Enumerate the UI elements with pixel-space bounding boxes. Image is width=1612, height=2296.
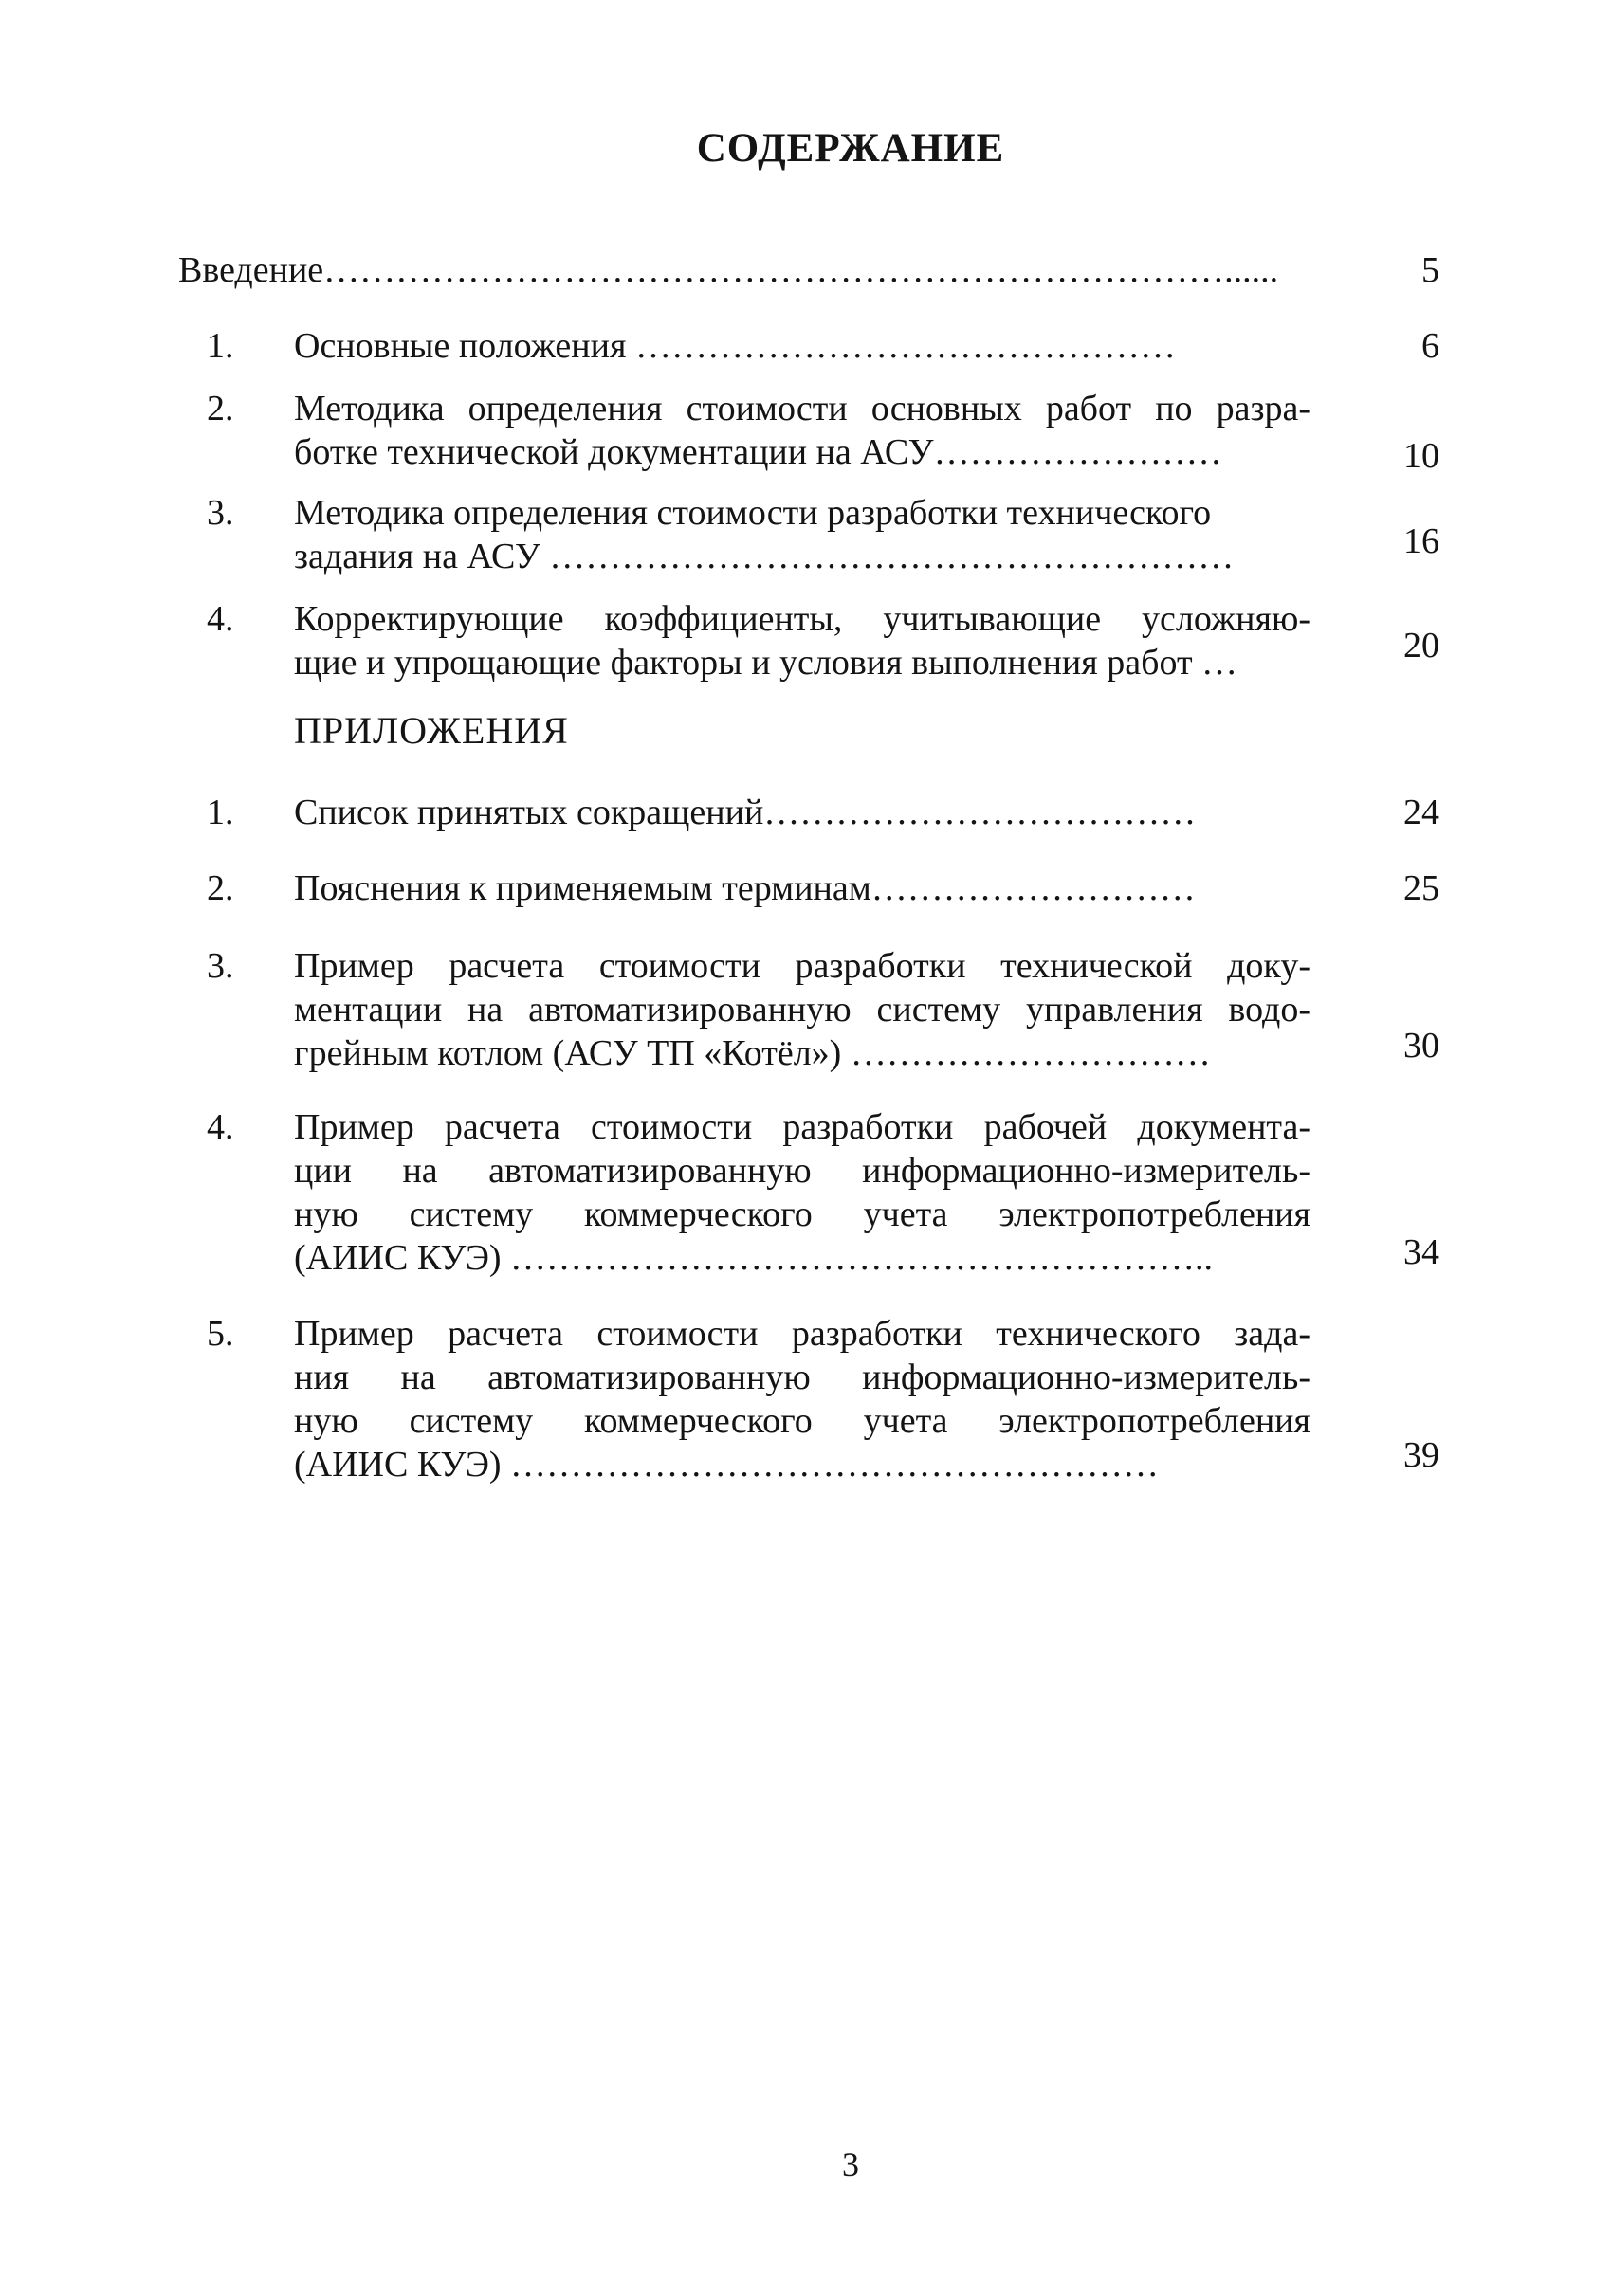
toc-appendix-page: 24 bbox=[1403, 793, 1439, 832]
toc-appendix-line: (АИИС КУЭ) ……………………………………………… bbox=[294, 1445, 1160, 1485]
toc-section-page: 16 bbox=[1403, 521, 1439, 561]
toc-section-number: 3. bbox=[207, 493, 234, 533]
toc-intro bbox=[178, 248, 1278, 292]
page-title: СОДЕРЖАНИЕ bbox=[696, 126, 1005, 171]
toc-section-line: Методика определения стоимости разработки технического bbox=[294, 493, 1212, 533]
toc-appendix-line: Пояснения к применяемым терминам……………………… bbox=[294, 868, 1196, 908]
toc-appendix-line: ную систему коммерческого учета электропотребления bbox=[294, 1194, 1310, 1234]
appendix-heading: ПРИЛОЖЕНИЯ bbox=[294, 709, 569, 752]
toc-section-page: 10 bbox=[1403, 436, 1439, 476]
toc-section-line: Основные положения ……………………………………… bbox=[294, 326, 1176, 366]
toc-appendix-number: 5. bbox=[207, 1314, 234, 1354]
toc-appendix-line: ции на автоматизированную информационно-измеритель- bbox=[294, 1151, 1310, 1191]
toc-section-line: Корректирующие коэффициенты, учитывающие усложняю- bbox=[294, 599, 1310, 639]
toc-appendix-line: (АИИС КУЭ) ………………………………………………….. bbox=[294, 1238, 1214, 1278]
toc-appendix-line: ную систему коммерческого учета электропотребления bbox=[294, 1401, 1310, 1441]
toc-appendix-number: 1. bbox=[207, 793, 234, 832]
page-number: 3 bbox=[842, 2145, 859, 2183]
toc-appendix-line: Пример расчета стоимости разработки рабочей документа- bbox=[294, 1107, 1310, 1147]
toc-section-line: щие и упрощающие факторы и условия выполнения работ … bbox=[294, 643, 1238, 683]
toc-appendix-page: 39 bbox=[1403, 1435, 1439, 1475]
toc-section-page: 6 bbox=[1421, 326, 1439, 366]
toc-appendix-number: 3. bbox=[207, 946, 234, 986]
toc-section-line: задания на АСУ ………………………………………………… bbox=[294, 537, 1235, 576]
toc-appendix-line: Пример расчета стоимости разработки технической доку- bbox=[294, 946, 1310, 986]
toc-intro-label: Введение bbox=[178, 250, 324, 290]
toc-section-number: 4. bbox=[207, 599, 234, 639]
toc-appendix-line: ния на автоматизированную информационно-измеритель- bbox=[294, 1358, 1310, 1397]
toc-intro-dots: …………………………………………………………………...... bbox=[323, 250, 1279, 290]
toc-section-line: ботке технической документации на АСУ…………………… bbox=[294, 432, 1222, 472]
toc-section-line: Методика определения стоимости основных работ по разра- bbox=[294, 389, 1310, 428]
toc-appendix-number: 2. bbox=[207, 868, 234, 908]
toc-appendix-number: 4. bbox=[207, 1107, 234, 1147]
toc-appendix-line: грейным котлом (АСУ ТП «Котёл») ………………………… bbox=[294, 1033, 1211, 1073]
toc-section-number: 2. bbox=[207, 389, 234, 428]
toc-appendix-page: 30 bbox=[1403, 1026, 1439, 1066]
toc-appendix-page: 25 bbox=[1403, 868, 1439, 908]
toc-intro-page: 5 bbox=[1421, 250, 1439, 290]
toc-section-page: 20 bbox=[1403, 626, 1439, 665]
toc-section-number: 1. bbox=[207, 326, 234, 366]
toc-appendix-line: Список принятых сокращений……………………………… bbox=[294, 793, 1197, 832]
toc-appendix-line: ментации на автоматизированную систему управления водо- bbox=[294, 990, 1310, 1030]
toc-appendix-page: 34 bbox=[1403, 1232, 1439, 1272]
toc-appendix-line: Пример расчета стоимости разработки технического зада- bbox=[294, 1314, 1310, 1354]
